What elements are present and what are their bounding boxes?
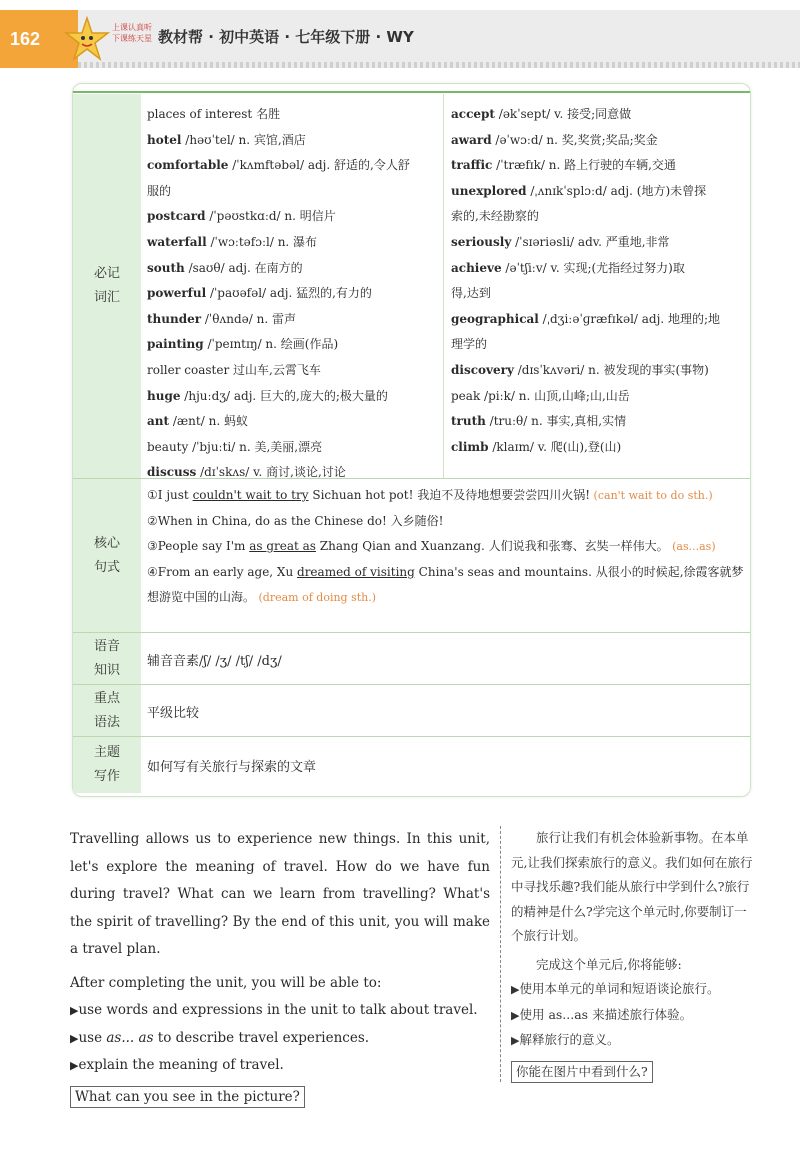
- vocab-entry: [451, 256, 739, 282]
- objective-item: [70, 1052, 490, 1080]
- triangle-bullet-icon: ▶: [511, 983, 520, 996]
- vocab-entry: [147, 435, 437, 461]
- triangle-bullet-icon: ▶: [70, 1059, 79, 1072]
- sentence-text: ④From an early age, Xu: [147, 564, 298, 579]
- triangle-bullet-icon: ▶: [70, 1031, 79, 1045]
- vocab-entry: [451, 204, 739, 230]
- vocab-word: comfortable: [147, 158, 229, 173]
- key-sentence: [147, 560, 744, 611]
- label-line: 句式: [93, 560, 120, 575]
- column-divider: [443, 94, 444, 478]
- picture-question: What can you see in the picture?: [70, 1086, 305, 1108]
- objective-item: [70, 1025, 490, 1053]
- vocab-definition: places of interest 名胜: [147, 107, 281, 121]
- vocab-row: [73, 94, 750, 478]
- vocab-entry: [147, 102, 437, 128]
- objective-text: use words and expressions in the unit to talk about travel.: [78, 1002, 478, 1018]
- book-title: 教材帮 · 初中英语 · 七年级下册 · WY: [158, 28, 414, 46]
- vocab-column-right: [451, 102, 739, 460]
- writing-text: 如何写有关旅行与探索的文章: [147, 759, 317, 775]
- vocab-entry: [147, 230, 437, 256]
- vocab-word: thunder: [147, 311, 202, 326]
- vocab-definition: /ˌʌnɪkˈsplɔːd/ adj. (地方)未曾探: [526, 183, 707, 198]
- page-number: 162: [0, 10, 78, 68]
- objective-text-italic: as... as: [106, 1029, 154, 1046]
- key-sentence: [147, 483, 744, 509]
- vocab-definition: 得,达到: [451, 286, 491, 301]
- objective-item-zh: [511, 977, 755, 1003]
- vocab-word: traffic: [451, 158, 493, 173]
- vocab-entry: [451, 384, 739, 410]
- vocab-definition: /dɪsˈkʌvəri/ n. 被发现的事实(事物): [513, 362, 709, 377]
- star-mascot-icon: [64, 16, 110, 62]
- vocab-entry: [451, 409, 739, 435]
- key-sentence: [147, 534, 744, 560]
- vocab-entry: [147, 179, 437, 205]
- vocab-definition: /dɪˈskʌs/ v. 商讨,谈论,讨论: [196, 465, 346, 480]
- vocab-entry: [147, 358, 437, 384]
- label-line: 语法: [93, 715, 120, 730]
- vocab-entry: [147, 256, 437, 282]
- vocab-label: [73, 94, 141, 478]
- label-line: 语音: [93, 639, 120, 654]
- vocab-word: huge: [147, 388, 181, 403]
- sentence-text: Sichuan hot pot! 我迫不及待地想要尝尝四川火锅!: [308, 488, 591, 502]
- vocab-entry: [147, 153, 437, 179]
- sentence-key-phrase: dreamed of visiting: [297, 564, 415, 579]
- vocab-definition: /ˌdʒiːəˈɡræfɪkəl/ adj. 地理的;地: [538, 311, 721, 326]
- vocab-entry: [451, 358, 739, 384]
- label-line: 重点: [93, 691, 120, 706]
- objective-item-zh: [511, 1003, 755, 1029]
- sentences-label: [73, 479, 141, 633]
- vocab-definition: /klaɪm/ v. 爬(山),登(山): [488, 439, 622, 454]
- vocab-entry: [451, 435, 739, 461]
- vocab-definition: /ˈwɔːtəfɔːl/ n. 瀑布: [206, 234, 318, 249]
- vocab-word: discovery: [451, 362, 514, 377]
- vocab-definition: /ˈpeɪntɪŋ/ n. 绘画(作品): [203, 337, 339, 352]
- phonetics-text: 辅音音素/ʃ/ /ʒ/ /tʃ/ /dʒ/: [147, 653, 282, 669]
- intro-paragraph: Travelling allows us to experience new things. In this unit, let's explore the meaning of travel. How do we have fun during travel? What can we learn from travelling? What's the spirit of travelling? By the end of this unit, you will make a travel plan.: [70, 831, 490, 957]
- objective-item: [70, 997, 490, 1025]
- vocab-definition: /ˈtræfɪk/ n. 路上行驶的车辆,交通: [492, 158, 676, 173]
- vocab-word: accept: [451, 107, 495, 121]
- triangle-bullet-icon: ▶: [511, 1008, 520, 1022]
- vocab-definition: peak /piːk/ n. 山顶,山峰;山,山岳: [451, 388, 630, 403]
- vocab-definition: 服的: [147, 183, 172, 198]
- vocab-entry: [147, 332, 437, 358]
- phonetics-row: [73, 632, 750, 685]
- vocab-word: postcard: [147, 209, 206, 224]
- label-line: 词汇: [93, 290, 120, 305]
- vocab-definition: /əˈtʃiːv/ v. 实现;(尤指经过努力)取: [501, 260, 685, 275]
- vocab-definition: /saʊθ/ adj. 在南方的: [184, 260, 303, 275]
- intro-english: [70, 826, 490, 1111]
- objective-text-zh: 使用本单元的单词和短语谈论旅行。: [519, 981, 720, 996]
- vocab-definition: /ˈkʌmftəbəl/ adj. 舒适的,令人舒: [228, 158, 410, 173]
- vocab-entry: [147, 281, 437, 307]
- sentence-hint: (as...as): [668, 540, 716, 554]
- vocab-entry: [451, 230, 739, 256]
- vocab-definition: /ˈθʌndə/ n. 雷声: [201, 311, 296, 326]
- objective-text: explain the meaning of travel.: [78, 1057, 284, 1073]
- objective-text-zh: 解释旅行的意义。: [519, 1032, 620, 1047]
- key-sentence: [147, 509, 744, 535]
- vocab-definition: beauty /ˈbjuːti/ n. 美,美丽,漂亮: [147, 439, 323, 454]
- vocab-word: achieve: [451, 260, 502, 275]
- vocab-entry: [451, 307, 739, 333]
- vocab-word: discuss: [147, 465, 197, 480]
- writing-label: [73, 737, 141, 793]
- intro-lead: After completing the unit, you will be able to:: [70, 974, 382, 991]
- label-line: 主题: [93, 745, 120, 760]
- vocab-entry: [451, 153, 739, 179]
- vocab-word: climb: [451, 439, 489, 454]
- vocab-definition: /əˈwɔːd/ n. 奖,奖赏;奖品;奖金: [491, 132, 658, 147]
- sentence-text: ②When in China, do as the Chinese do! 入乡随俗!: [147, 513, 444, 528]
- vocab-word: truth: [451, 414, 486, 429]
- intro-lead-zh: 完成这个单元后,你将能够:: [536, 956, 682, 972]
- sentence-hint: (can't wait to do sth.): [590, 489, 713, 502]
- vocab-entry: [147, 204, 437, 230]
- vocab-word: waterfall: [147, 234, 207, 249]
- triangle-bullet-icon: ▶: [70, 1004, 79, 1017]
- vocab-word: ant: [147, 414, 170, 429]
- vocab-definition: /əkˈsept/ v. 接受;同意做: [494, 107, 632, 121]
- sentences-row: [73, 478, 750, 633]
- sentence-text: China's seas and mountains. 从很小的时候起,徐霞客就梦想游览中国的山海。: [147, 564, 744, 605]
- vocab-definition: /truːθ/ n. 事实,真相,实情: [485, 414, 627, 429]
- vocab-entry: [451, 179, 739, 205]
- objective-text: to describe travel experiences.: [153, 1029, 370, 1046]
- picture-question-zh: 你能在图片中看到什么?: [511, 1061, 653, 1083]
- vocab-word: geographical: [451, 311, 539, 326]
- vocab-definition: /ˈpaʊəfəl/ adj. 猛烈的,有力的: [206, 286, 372, 301]
- vocab-definition: 理学的: [451, 337, 488, 352]
- vocab-word: hotel: [147, 132, 182, 147]
- vocab-column-left: [147, 102, 437, 486]
- vocab-word: powerful: [147, 286, 207, 301]
- vocab-word: seriously: [451, 234, 512, 249]
- unit-summary-table: [72, 83, 751, 797]
- intro-chinese: [511, 826, 755, 1084]
- vocab-entry: [147, 307, 437, 333]
- vocab-word: unexplored: [451, 183, 527, 198]
- vocab-entry: [147, 409, 437, 435]
- grammar-label: [73, 685, 141, 737]
- label-line: 写作: [93, 769, 120, 784]
- objective-item-zh: [511, 1028, 755, 1054]
- phonetics-label: [73, 633, 141, 685]
- vocab-word: painting: [147, 337, 204, 352]
- vocab-definition: /hjuːdʒ/ adj. 巨大的,庞大的;极大量的: [180, 388, 388, 403]
- sentence-key-phrase: couldn't wait to try: [192, 488, 309, 502]
- vocab-definition: /ˈpəʊstkɑːd/ n. 明信片: [205, 209, 336, 224]
- label-line: 知识: [93, 663, 120, 678]
- vocab-definition: /ˈsɪəriəsli/ adv. 严重地,非常: [511, 234, 670, 249]
- vocab-entry: [147, 384, 437, 410]
- mascot-slogan: [112, 22, 152, 44]
- vocab-definition: /ænt/ n. 蚂蚁: [169, 414, 248, 429]
- vocab-entry: [147, 128, 437, 154]
- vocab-definition: 索的,未经勘察的: [451, 209, 539, 224]
- column-divider-dashed: [500, 826, 501, 1082]
- label-line: 核心: [93, 536, 120, 551]
- sentence-text: ③People say I'm: [147, 539, 250, 554]
- objective-text: use: [78, 1029, 107, 1046]
- objective-text-zh: 使用 as...as 来描述旅行体验。: [519, 1006, 693, 1022]
- header-stripe: [0, 62, 800, 68]
- mascot-slogan-line: 上课认真听: [112, 23, 152, 32]
- mascot-slogan-line: 下课练天星: [112, 34, 152, 43]
- vocab-definition: /həʊˈtel/ n. 宾馆,酒店: [181, 132, 306, 147]
- writing-row: [73, 736, 750, 793]
- vocab-word: south: [147, 260, 185, 275]
- vocab-entry: [451, 102, 739, 128]
- sentence-text: ①I just: [147, 488, 193, 502]
- vocab-definition: roller coaster 过山车,云霄飞车: [147, 362, 321, 377]
- grammar-row: [73, 684, 750, 737]
- vocab-content: [147, 94, 744, 478]
- intro-paragraph-zh: 旅行让我们有机会体验新事物。在本单元,让我们探索旅行的意义。我们如何在旅行中寻找乐趣?我们能从旅行中学到什么?旅行的精神是什么?学完这个单元时,你要制订一个旅行计划。: [511, 830, 753, 943]
- sentences-content: [147, 483, 744, 633]
- sentence-hint: (dream of doing sth.): [255, 591, 377, 605]
- sentence-text: Zhang Qian and Xuanzang. 人们说我和张骞、玄奘一样伟大。: [315, 539, 669, 554]
- page-header: [0, 0, 800, 80]
- sentence-key-phrase: as great as: [249, 539, 316, 554]
- vocab-entry: [451, 128, 739, 154]
- vocab-entry: [451, 332, 739, 358]
- grammar-text: 平级比较: [147, 705, 200, 721]
- triangle-bullet-icon: ▶: [511, 1034, 520, 1047]
- label-line: 必记: [93, 266, 120, 281]
- vocab-word: award: [451, 132, 492, 147]
- vocab-entry: [451, 281, 739, 307]
